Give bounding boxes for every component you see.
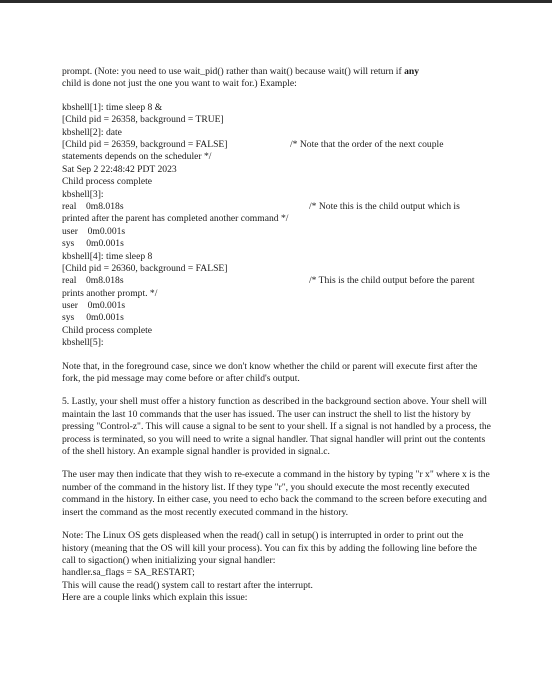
example-line-text: [Child pid = 26359, background = FALSE]	[62, 138, 228, 150]
example-session	[62, 102, 492, 350]
reexecute-paragraph: The user may then indicate that they wish to re-execute a command in the history by typing "r x" where x is the number of the command in the history list. If they type "r", you should execute the most recently executed command in the history. In either case, you need to echo back the command to the screen before executing and insert the command as the most recently executed command in the history.	[62, 469, 490, 518]
example-line	[62, 312, 492, 324]
example-line	[62, 263, 492, 275]
example-line	[62, 114, 492, 126]
linux-note-text: Note: The Linux OS gets displeased when the read() call in setup() is interrupted in order to print out the history (meaning that the OS will kill your process). You can fix this by adding the following line before the call to sigaction() when initializing your signal handler:	[62, 530, 477, 566]
example-line-text: Child process complete	[62, 324, 153, 336]
linux-note-after-1: This will cause the read() system call to restart after the interrupt.	[62, 579, 313, 591]
example-line-text: Child process complete	[62, 176, 153, 188]
top-edge-bar	[0, 0, 552, 3]
example-line	[62, 288, 492, 300]
example-line	[62, 102, 492, 114]
example-line-text: real 0m8.018s	[62, 275, 124, 287]
example-line-text: kbshell[5]:	[62, 337, 104, 349]
example-line-text: kbshell[2]: date	[62, 126, 122, 138]
example-line-comment: /* This is the child output before the parent	[309, 275, 475, 287]
linux-note-code: handler.sa_flags = SA_RESTART;	[62, 567, 195, 579]
intro-text-continued: child is done not just the one you want to wait for.) Example:	[62, 78, 297, 90]
example-line	[62, 189, 492, 201]
example-line-text: statements depends on the scheduler */	[62, 151, 212, 163]
example-line-text: kbshell[3]:	[62, 188, 104, 200]
example-line-text: kbshell[4]: time sleep 8	[62, 250, 153, 262]
example-line	[62, 151, 492, 163]
example-line-text: kbshell[1]: time sleep 8 &	[62, 101, 163, 113]
example-line-text: sys 0m0.001s	[62, 238, 124, 250]
linux-note	[62, 530, 492, 604]
example-line	[62, 127, 492, 139]
document-page	[62, 66, 492, 605]
intro-text: prompt. (Note: you need to use wait_pid() rather than wait() because wait() will return if	[62, 66, 405, 77]
example-line-text: real 0m8.018s	[62, 200, 124, 212]
example-line	[62, 275, 492, 287]
example-line-text: user 0m0.001s	[62, 300, 126, 312]
example-line	[62, 176, 492, 188]
example-line	[62, 300, 492, 312]
example-line-text: prints another prompt. */	[62, 287, 158, 299]
example-line	[62, 201, 492, 213]
example-line	[62, 164, 492, 176]
example-line-text: printed after the parent has completed another command */	[62, 213, 289, 225]
example-line-text: Sat Sep 2 22:48:42 PDT 2023	[62, 163, 177, 175]
example-line-comment: /* Note this is the child output which is	[309, 200, 460, 212]
example-line	[62, 337, 492, 349]
intro-bold-word: any	[404, 66, 420, 77]
example-line	[62, 325, 492, 337]
example-line	[62, 213, 492, 225]
example-line	[62, 139, 492, 151]
example-line	[62, 251, 492, 263]
linux-note-after-2: Here are a couple links which explain this issue:	[62, 592, 248, 604]
example-line-comment: /* Note that the order of the next couple	[290, 138, 444, 150]
foreground-note: Note that, in the foreground case, since we don't know whether the child or parent will execute first after the fork, the pid message may come before or after child's output.	[62, 360, 478, 385]
example-line	[62, 238, 492, 250]
example-line-text: user 0m0.001s	[62, 225, 126, 237]
example-line	[62, 226, 492, 238]
history-section: 5. Lastly, your shell must offer a history function as described in the background section above. Your shell will maintain the last 10 commands that the user has issued. The user can instruct the shell to list the history by pressing "Control-z". This will cause a signal to be sent to your shell. If a signal is not handled by a process, the process is terminated, so you will need to write a signal handler. That signal handler will print out the contents of the shell history. An example signal handler is provided in signal.c.	[62, 396, 491, 458]
example-line-text: [Child pid = 26360, background = FALSE]	[62, 262, 228, 274]
example-line-text: [Child pid = 26358, background = TRUE]	[62, 114, 224, 126]
example-line-text: sys 0m0.001s	[62, 312, 124, 324]
intro-paragraph	[62, 66, 492, 91]
